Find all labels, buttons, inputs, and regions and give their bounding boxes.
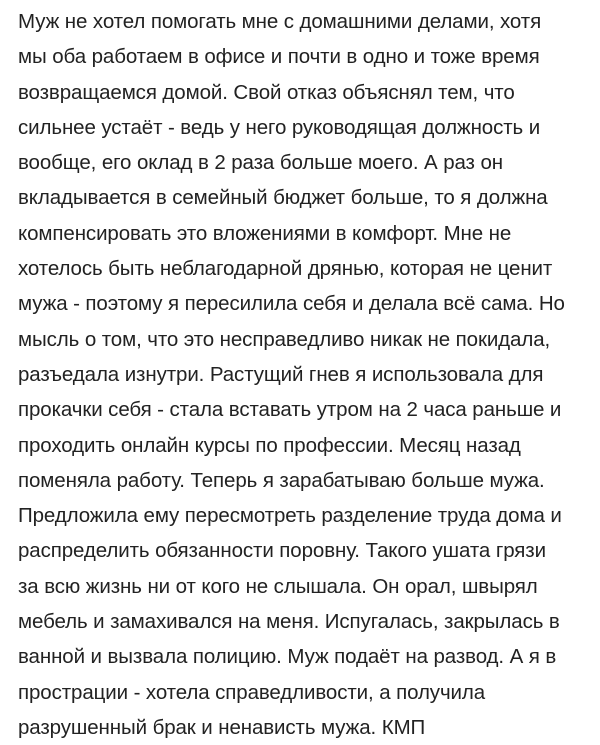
post-text-line: мысль о том, что это несправедливо никак не покидала, (18, 327, 551, 351)
post-text-line: мебель и замахивался на меня. Испугалась, закрылась в (18, 610, 560, 634)
post-text-line: хотелось быть неблагодарной дрянью, которая не ценит (18, 257, 553, 281)
post-text-line: разъедала изнутри. Растущий гнев я использовала для (18, 362, 544, 386)
post-text-line: сильнее устаёт - ведь у него руководящая должность и (18, 115, 541, 139)
post-text-line: компенсировать это вложениями в комфорт. Мне не (18, 221, 512, 245)
post-text-line: мы оба работаем в офисе и почти в одно и тоже время (18, 45, 540, 69)
post-text-line: поменяла работу. Теперь я зарабатываю больше мужа. (18, 468, 545, 492)
post-text-line: прокачки себя - стала вставать утром на 2 часа раньше и (18, 398, 562, 422)
post-text-line: за всю жизнь ни от кого не слышала. Он орал, швырял (18, 574, 538, 598)
post-text-line: вкладывается в семейный бюджет больше, то я должна (18, 186, 548, 210)
post-text-line: вообще, его оклад в 2 раза больше моего. А раз он (18, 151, 503, 175)
post-text-line: распределить обязанности поровну. Такого ушата грязи (18, 539, 546, 563)
post-text-line: Предложила ему пересмотреть разделение труда дома и (18, 504, 562, 528)
post-text-line: разрушенный брак и ненависть мужа. КМП (18, 715, 426, 739)
post-text-line: прострации - хотела справедливости, а получила (18, 680, 486, 704)
post-text-line: возвращаемся домой. Свой отказ объяснял тем, что (18, 80, 515, 104)
post-text-line: мужа - поэтому я пересилила себя и делала всё сама. Но (18, 292, 565, 316)
post-text-line: ванной и вызвала полицию. Муж подаёт на развод. А я в (18, 645, 557, 669)
post-text-line: проходить онлайн курсы по профессии. Месяц назад (18, 433, 521, 457)
post-text-line: Муж не хотел помогать мне с домашними делами, хотя (18, 10, 542, 33)
